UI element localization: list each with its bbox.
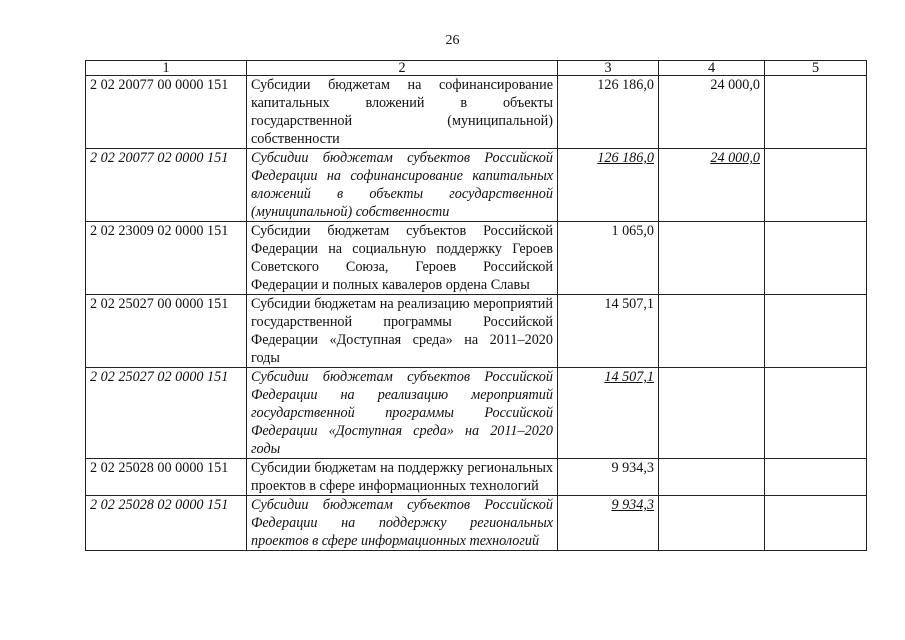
description-cell — [247, 459, 558, 496]
column-header-4: 4 — [659, 61, 765, 76]
table-body — [86, 76, 867, 551]
description-cell — [247, 368, 558, 459]
amount-col5-cell — [765, 149, 867, 222]
amount-col3-text: 126 186,0 — [597, 77, 654, 93]
budget-code-cell — [86, 368, 247, 459]
amount-col3-cell — [558, 295, 659, 368]
amount-col3-text: 1 065,0 — [611, 223, 654, 239]
budget-code-text: 2 02 25027 02 0000 151 — [90, 369, 229, 385]
amount-col3-cell — [558, 76, 659, 149]
column-header-3: 3 — [558, 61, 659, 76]
table-row — [86, 459, 867, 496]
amount-col5-cell — [765, 222, 867, 295]
amount-col3-cell — [558, 496, 659, 551]
description-text: Субсидии бюджетам субъектов Российской Федерации на софинансирование капитальных вложений в объекты государственной (муниципальной) собственности — [251, 150, 553, 220]
budget-code-text: 2 02 23009 02 0000 151 — [90, 223, 229, 239]
amount-col3-cell — [558, 368, 659, 459]
amount-col4-text: 24 000,0 — [710, 77, 760, 93]
amount-col3-cell — [558, 149, 659, 222]
amount-col3-text: 14 507,1 — [604, 296, 654, 312]
budget-code-text: 2 02 25028 02 0000 151 — [90, 497, 229, 513]
description-text: Субсидии бюджетам субъектов Российской Федерации на социальную поддержку Героев Советского Союза, Героев Российской Федерации и полных кавалеров ордена Славы — [251, 223, 553, 293]
amount-col4-cell — [659, 222, 765, 295]
description-text: Субсидии бюджетам на реализацию мероприятий государственной программы Российской Федерации «Доступная среда» на 2011–2020 годы — [251, 296, 553, 366]
budget-table — [85, 60, 867, 551]
amount-col3-text: 14 507,1 — [604, 369, 654, 385]
amount-col5-cell — [765, 368, 867, 459]
description-text: Субсидии бюджетам на софинансирование капитальных вложений в объекты государственной (муниципальной) собственности — [251, 77, 553, 147]
description-cell — [247, 222, 558, 295]
column-header-2: 2 — [247, 61, 558, 76]
amount-col3-cell — [558, 459, 659, 496]
description-cell — [247, 76, 558, 149]
budget-code-cell — [86, 459, 247, 496]
amount-col3-text: 126 186,0 — [597, 150, 654, 166]
budget-code-cell — [86, 295, 247, 368]
amount-col4-cell — [659, 496, 765, 551]
table-row — [86, 76, 867, 149]
budget-code-cell — [86, 76, 247, 149]
amount-col5-cell — [765, 496, 867, 551]
description-cell — [247, 295, 558, 368]
amount-col4-cell — [659, 368, 765, 459]
budget-code-text: 2 02 20077 02 0000 151 — [90, 150, 229, 166]
amount-col3-text: 9 934,3 — [611, 497, 654, 513]
amount-col4-cell — [659, 76, 765, 149]
table-row — [86, 496, 867, 551]
budget-code-cell — [86, 149, 247, 222]
amount-col3-cell — [558, 222, 659, 295]
table-row — [86, 368, 867, 459]
description-text: Субсидии бюджетам субъектов Российской Федерации на реализацию мероприятий государственной программы Российской Федерации «Доступная среда» на 2011–2020 годы — [251, 369, 553, 457]
amount-col5-cell — [765, 295, 867, 368]
amount-col4-text: 24 000,0 — [710, 150, 760, 166]
description-text: Субсидии бюджетам субъектов Российской Федерации на поддержку региональных проектов в сфере информационных технологий — [251, 497, 553, 549]
page-number: 26 — [445, 33, 460, 48]
budget-code-text: 2 02 25028 00 0000 151 — [90, 460, 229, 476]
amount-col5-cell — [765, 76, 867, 149]
description-cell — [247, 149, 558, 222]
table-header-row — [86, 61, 867, 76]
table-row — [86, 222, 867, 295]
table-row — [86, 149, 867, 222]
description-cell — [247, 496, 558, 551]
description-text: Субсидии бюджетам на поддержку региональных проектов в сфере информационных технологий — [251, 460, 553, 494]
column-header-1: 1 — [86, 61, 247, 76]
amount-col4-cell — [659, 295, 765, 368]
amount-col5-cell — [765, 459, 867, 496]
budget-code-cell — [86, 496, 247, 551]
column-header-5: 5 — [765, 61, 867, 76]
amount-col3-text: 9 934,3 — [611, 460, 654, 476]
budget-code-text: 2 02 25027 00 0000 151 — [90, 296, 229, 312]
table-row — [86, 295, 867, 368]
amount-col4-cell — [659, 149, 765, 222]
budget-code-cell — [86, 222, 247, 295]
budget-code-text: 2 02 20077 00 0000 151 — [90, 77, 229, 93]
amount-col4-cell — [659, 459, 765, 496]
